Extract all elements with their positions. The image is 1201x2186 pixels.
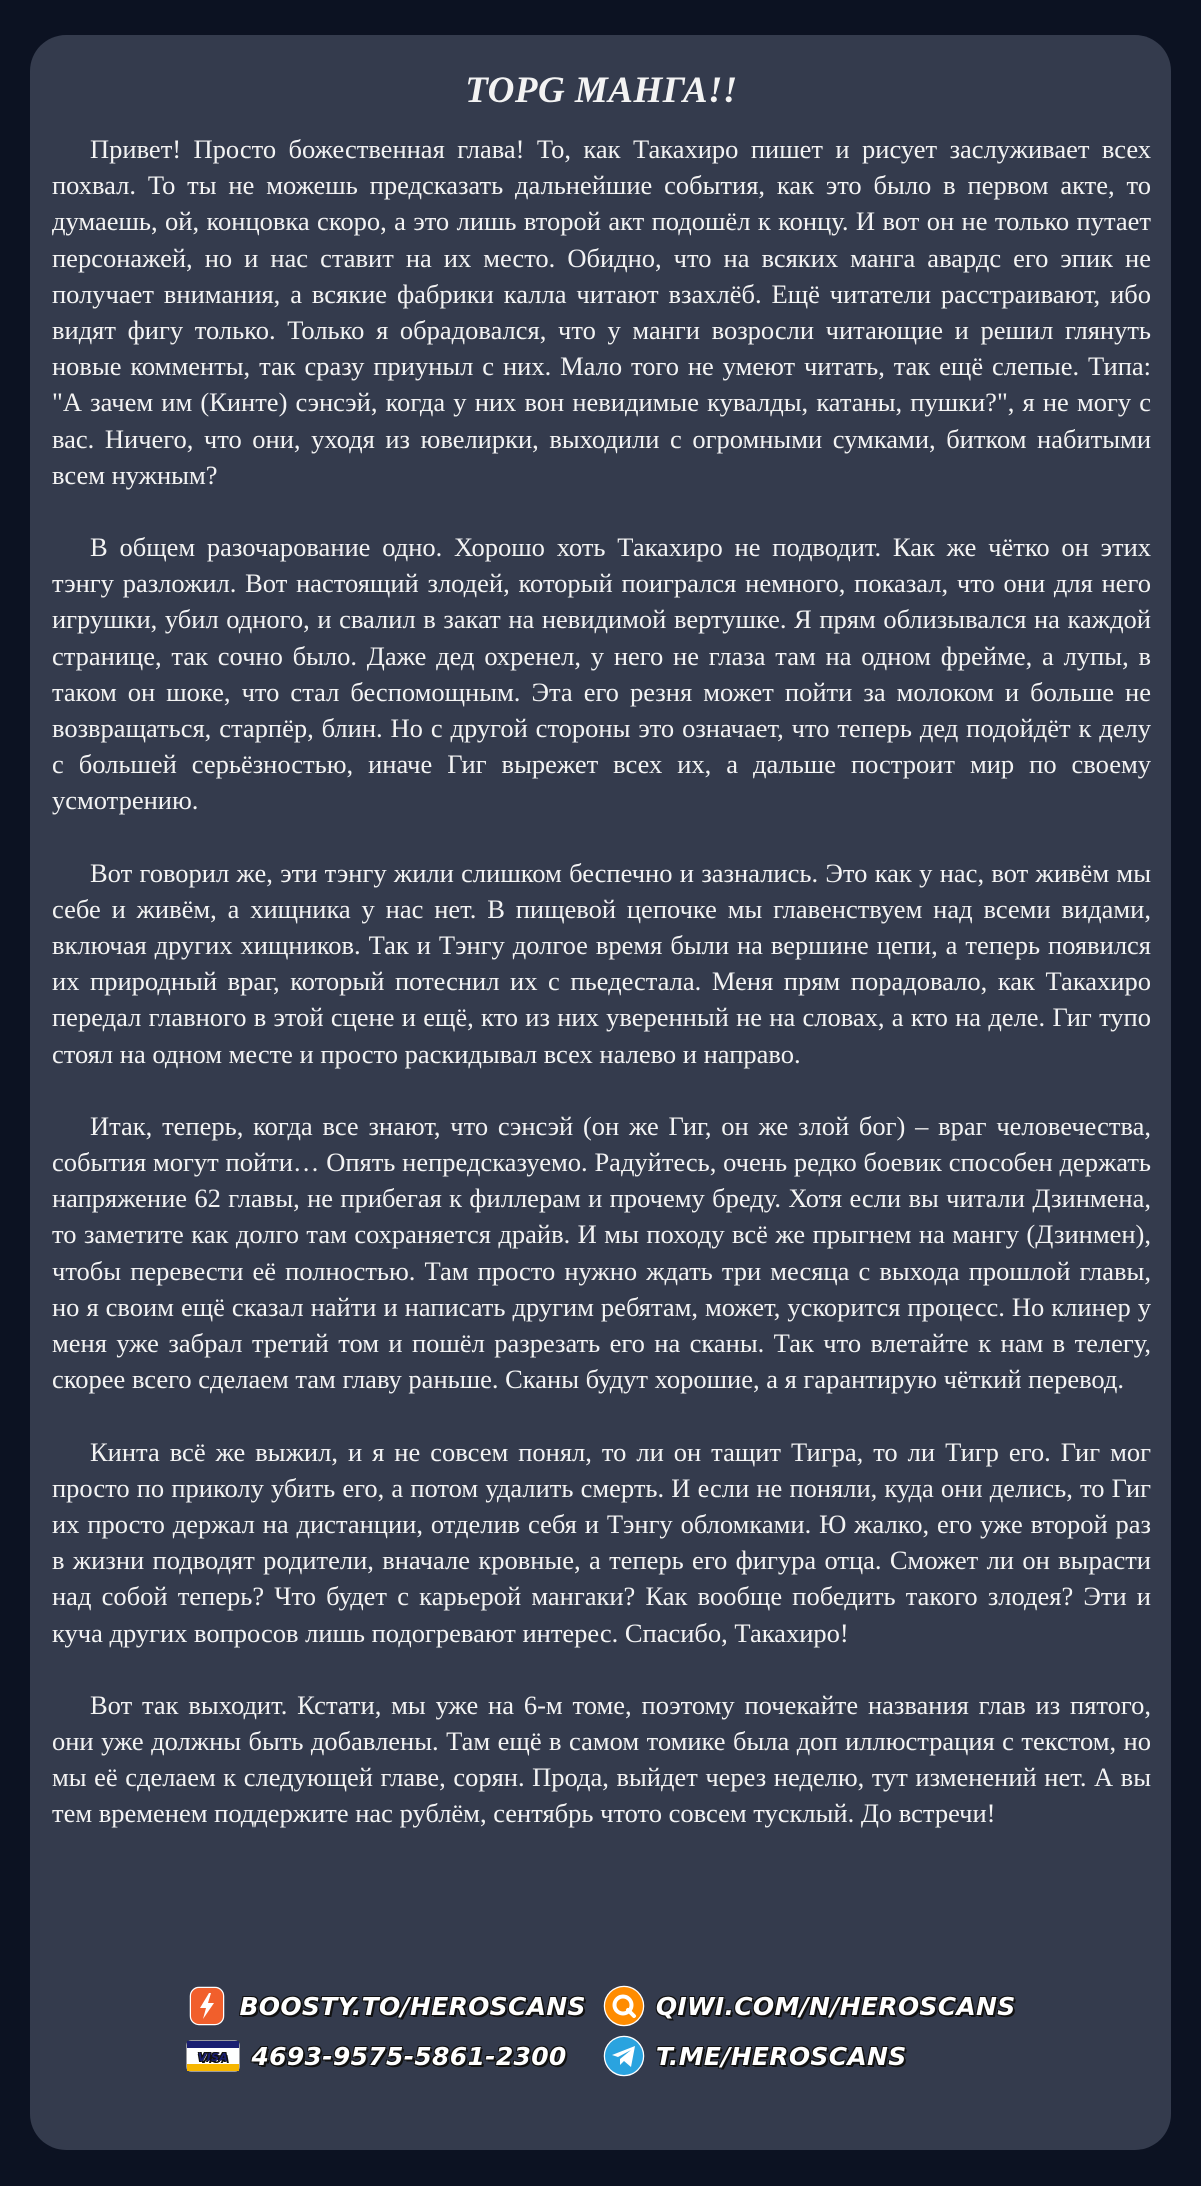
qiwi-link[interactable] [602,1984,1016,2028]
support-links [185,1984,1015,2078]
support-links-footer [0,1984,1201,2078]
visa-card-icon [185,2034,241,2078]
paragraph-5: Кинта всё же выжил, и я не совсем понял, то ли он тащит Тигра, то ли Тигр его. Гиг мог просто по приколу убить его, а потом удалить смерть. И если не поняли, куда они делись, то Гиг их просто держал на дистанции, отделив себя и Тэнгу обломками. Ю жалко, его уже второй раз в жизни подводят родители, вначале кровные, а теперь его фигура отца. Сможет ли он вырасти над собой теперь? Что будет с карьерой мангаки? Как вообще победить такого злодея? Эти и куча других вопросов лишь подогревают интерес. Спасибо, Такахиро! [52,1436,1151,1648]
boosty-icon [185,1984,229,2028]
paragraph-1: Привет! Просто божественная глава! То, как Такахиро пишет и рисует заслуживает всех похвал. То ты не можешь предсказать дальнейшие события, как это было в первом акте, то думаешь, ой, концовка скоро, а это лишь второй акт подошёл к концу. И вот он не только путает персонажей, но и нас ставит на их место. Обидно, что на всяких манга авардс его эпик не получает внимания, а всякие фабрики калла читают взахлёб. Ещё читатели расстраивают, ибо видят фигу только. Только я обрадовался, что у манги возросли читающие и решил глянуть новые комменты, так сразу приуныл с них. Мало того не умеют читать, так ещё слепые. Типа: "А зачем им (Кинте) сэнсэй, когда у них вон невидимые кувалды, катаны, пушки?", я не могу с вас. Ничего, что они, уходя из ювелирки, выходили с огромными сумками, битком набитыми всем нужным? [52,134,1151,490]
message-card [30,35,1171,2150]
paragraph-6: Вот так выходит. Кстати, мы уже на 6-м томе, поэтому почекайте названия глав из пятого, они уже должны быть добавлены. Там ещё в самом томике была доп иллюстрация с текстом, но мы её сделаем к следующей главе, сорян. Прода, выйдет через неделю, тут изменений нет. А вы тем временем поддержите нас рублём, сентябрь чтото совсем тусклый. До встречи! [52,1689,1151,1829]
page-title: TOPG МАНГА!! [465,70,738,111]
boosty-link-text: BOOSTY.TO/HEROSCANS [239,1991,586,2021]
telegram-link-text: T.ME/HEROSCANS [655,2041,907,2071]
paragraph-3: Вот говорил же, эти тэнгу жили слишком беспечно и зазнались. Это как у нас, вот живём мы себе и живём, а хищника у нас нет. В пищевой цепочке мы главенствуем над всеми видами, включая других хищников. Так и Тэнгу долгое время были на вершине цепи, а теперь появился их природный враг, который потеснил их с пьедестала. Меня прям порадовало, как Такахиро передал главного в этой сцене и ещё, кто из них уверенный не на словах, а кто на деле. Гиг тупо стоял на одном месте и просто раскидывал всех налево и направо. [52,857,1151,1069]
boosty-link[interactable] [185,1984,585,2028]
qiwi-link-text: QIWI.COM/N/HEROSCANS [655,1991,1016,2021]
visa-card-number-text: 4693-9575-5861-2300 [251,2041,567,2071]
telegram-link[interactable] [602,2034,1016,2078]
visa-card-number[interactable] [185,2034,585,2078]
visa-badge-text: VISA [198,2051,229,2064]
paragraph-4: Итак, теперь, когда все знают, что сэнсэй (он же Гиг, он же злой бог) – враг человечества, события могут пойти… Опять непредсказуемо. Радуйтесь, очень редко боевик способен держать напряжение 62 главы, не прибегая к филлерам и прочему бреду. Хотя если вы читали Дзинмена, то заметите как долго там сохраняется драйв. И мы походу всё же прыгнем на мангу (Дзинмен), чтобы перевести её полностью. Там просто нужно ждать три месяца с выхода прошлой главы, но я своим ещё сказал найти и написать другим ребятам, может, ускорится процесс. Но клинер у меня уже забрал третий том и пошёл разрезать его на сканы. Так что влетайте к нам в телегу, скорее всего сделаем там главу раньше. Сканы будут хорошие, а я гарантирую чёткий перевод. [52,1110,1151,1395]
telegram-icon [602,2034,646,2078]
qiwi-icon [602,1984,646,2028]
paragraph-2: В общем разочарование одно. Хорошо хоть Такахиро не подводит. Как же чётко он этих тэнгу разложил. Вот настоящий злодей, который поигрался немного, показал, что они для него игрушки, убил одного, и свалил в закат на невидимой вертушке. Я прям облизывался на каждой странице, так сочно было. Даже дед охренел, у него не глаза там на одном фрейме, а лупы, в таком он шоке, что стал беспомощным. Эта его резня может пойти за молоком и больше не возвращаться, старпёр, блин. Но с другой стороны это означает, что теперь дед подойдёт к делу с большей серьёзностью, иначе Гиг вырежет всех их, а дальше построит мир по своему усмотрению. [52,532,1151,816]
